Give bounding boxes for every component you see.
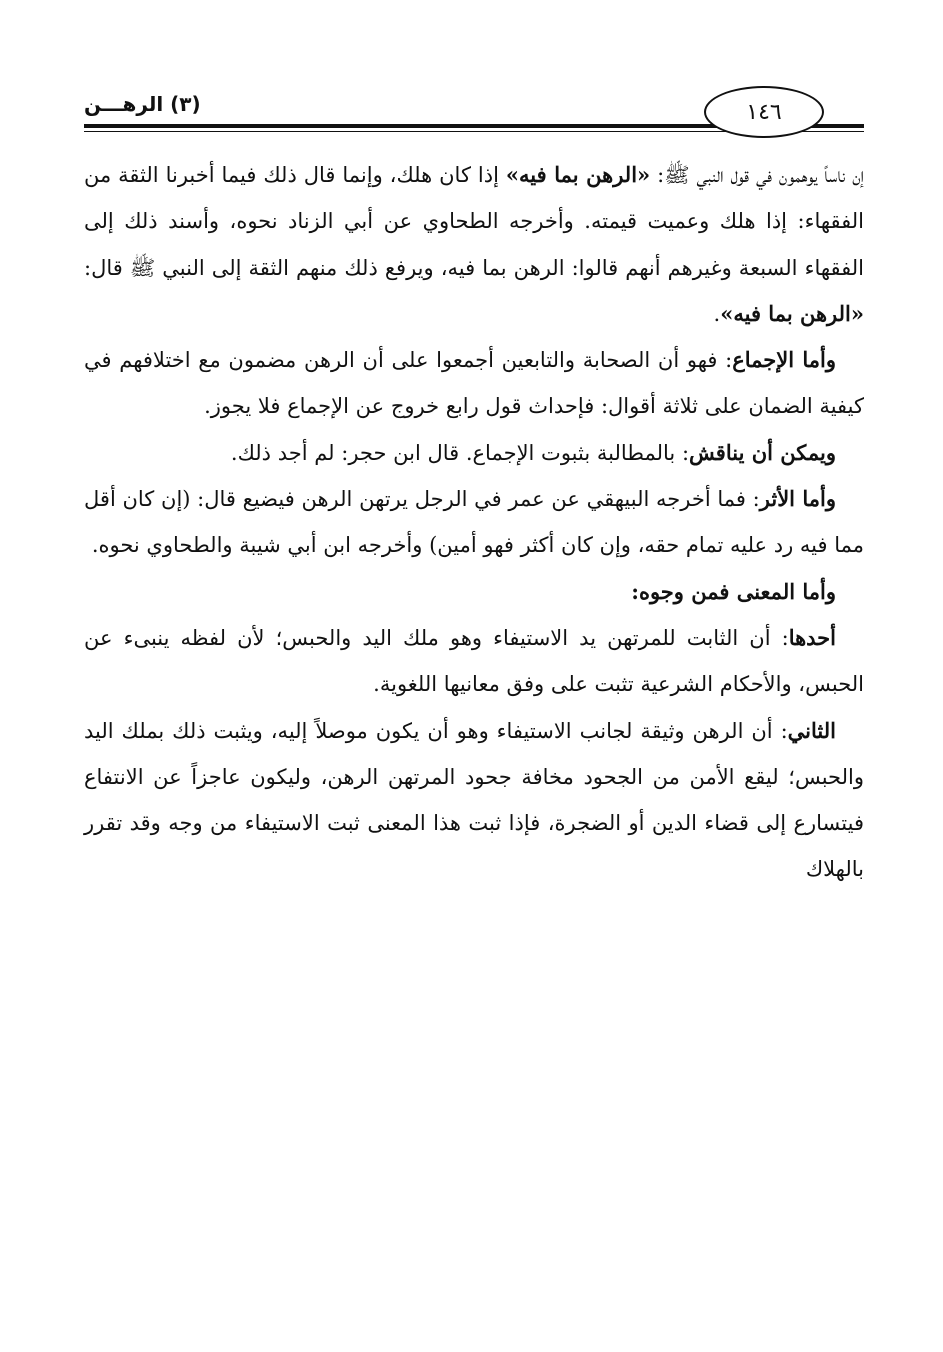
bold-text-segment: الثاني [787, 717, 836, 743]
paragraph [84, 337, 864, 430]
text-segment: : أن الرهن وثيقة لجانب الاستيفاء وهو أن يكون موصلاً إليه، ويثبت ذلك بملك اليد والحبس؛ ليقع الأمن من الجحود مخافة جحود المرتهن الرهن، وليكون عاجزاً عن الانتفاع فيتسارع إلى قضاء الدين أو الضجرة، فإذا ثبت هذا المعنى ثبت الاستيفاء من وجه وقد تقرر بالهلاك [84, 718, 864, 882]
text-segment: . [713, 301, 721, 326]
paragraph [84, 569, 864, 615]
text-segment: : أن الثابت للمرتهن يد الاستيفاء وهو ملك اليد والحبس؛ لأن لفظه ينبىء عن الحبس، والأحكام الشرعية تثبت على وفق معانيها اللغوية. [84, 625, 864, 697]
page-body [84, 152, 864, 893]
paragraph [84, 430, 864, 476]
bold-text-segment: وأما الإجماع [732, 347, 836, 373]
page-header [84, 86, 864, 136]
bold-text-segment: «الرهن بما فيه» [720, 300, 864, 326]
bold-text-segment: «الرهن بما فيه» [505, 162, 651, 187]
paragraph [84, 708, 864, 893]
text-segment: : فهو أن الصحابة والتابعين أجمعوا على أن الرهن مضمون مع اختلافهم في كيفية الضمان على ثلاثة أقوال: فإحداث قول رابع خروج عن الإجماع فلا يجوز. [84, 348, 864, 419]
bold-text-segment: وأما المعنى فمن وجوه: [631, 578, 836, 604]
text-segment: إن ناساً يوهمون في قول النبي ﷺ: [650, 163, 864, 187]
bold-text-segment: أحدها [788, 624, 836, 650]
bold-text-segment: وأما الأثر [759, 486, 836, 512]
text-segment: إذا كان هلك، وإنما قال ذلك فيما أخبرنا الثقة من الفقهاء: إذا هلك وعميت قيمته. وأخرجه الطحاوي عن أبي الزناد نحوه، وأسند ذلك إلى الفقهاء السبعة وغيرهم أنهم قالوا: الرهن بما فيه، ويرفع ذلك منهم الثقة إلى النبي ﷺ قال: [84, 163, 864, 280]
paragraph [84, 615, 864, 708]
bold-text-segment: ويمكن أن يناقش [689, 439, 836, 465]
text-segment: : بالمطالبة بثبوت الإجماع. قال ابن حجر: لم أجد ذلك. [230, 440, 690, 465]
page-number: ١٤٦ [704, 86, 824, 138]
running-title: (٣) الرهـــن [84, 92, 201, 116]
paragraph [84, 152, 864, 337]
text-segment: : فما أخرجه البيهقي عن عمر في الرجل يرتهن الرهن فيضيع قال: (إن كان أقل مما فيه رد عليه تمام حقه، وإن كان أكثر فهو أمين) وأخرجه ابن أبي شيبة والطحاوي نحوه. [84, 487, 864, 558]
paragraph [84, 476, 864, 569]
